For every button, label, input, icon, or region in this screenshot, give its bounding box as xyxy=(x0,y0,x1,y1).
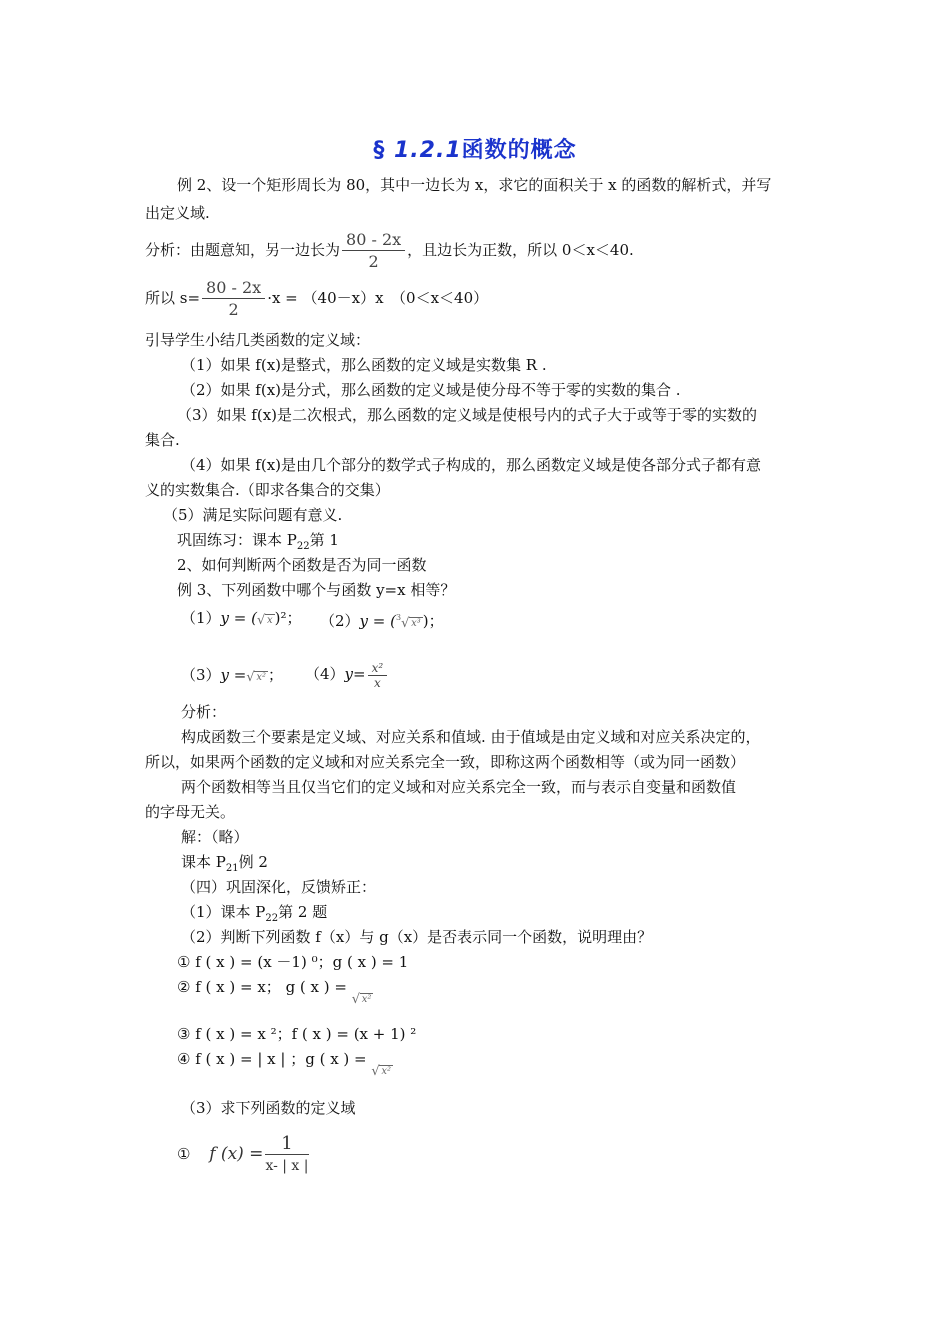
fraction-numerator: 80 - 2x xyxy=(342,230,405,251)
paragraph1-line1: 构成函数三个要素是定义域、对应关系和值域. 由于值域是由定义域和对应关系决定的， xyxy=(181,728,761,746)
cube-root-symbol: √ x³ xyxy=(401,618,423,630)
rule-4-line2: 义的实数集合.（即求各集合的交集） xyxy=(145,481,390,499)
option-4: （4）y= $\frac{\text{x²}}{x}$ xyxy=(305,652,389,696)
example2-line1: 例 2、设一个矩形周长为 80，其中一边长为 x，求它的面积关于 x 的函数的解析式，并写 xyxy=(177,176,772,194)
fraction-side-length xyxy=(342,230,405,273)
rule-3-line1: （3）如果 f(x)是二次根式，那么函数的定义域是使根号内的式子大于或等于零的实数的 xyxy=(177,406,758,424)
rule-5: （5）满足实际问题有意义. xyxy=(163,506,343,524)
analysis-line xyxy=(145,228,634,273)
sqrt-symbol: √ x xyxy=(257,615,275,627)
sqrt-symbol: √ x² xyxy=(352,994,374,1006)
fraction-denominator: 2 xyxy=(228,299,239,319)
book-example: 课本 $P_{21}$例 2 xyxy=(181,853,268,874)
solution: 解：（略） xyxy=(181,828,249,846)
domain-problem-1: ① f (x) = $\frac{1}{x- | x |}$ xyxy=(177,1130,311,1178)
area-prefix: 所以 s= xyxy=(145,289,201,307)
area-suffix: ·x = （40－x）x （0＜x＜40） xyxy=(267,289,489,307)
item-1: （1）课本 $P_{22}$第 2 题 xyxy=(181,903,328,924)
rule-3-line2: 集合. xyxy=(145,431,180,449)
fraction-numerator: 80 - 2x xyxy=(202,278,265,299)
analysis-suffix: ，且边长为正数，所以 0＜x＜40. xyxy=(407,241,634,259)
analysis-prefix: 分析：由题意知，另一边长为 xyxy=(145,241,341,259)
paragraph1-line2: 所以，如果两个函数的定义域和对应关系完全一致，即称这两个函数相等（或为同一函数） xyxy=(145,753,746,771)
pair-3: ③ f ( x ) = x ²；f ( x ) = (x + 1) ² xyxy=(177,1025,417,1043)
title-text: 函数的概念 xyxy=(461,138,577,163)
item-2: （2）判断下列函数 f（x）与 g（x）是否表示同一个函数，说明理由？ xyxy=(181,928,653,946)
rule-1: （1）如果 f(x)是整式，那么函数的定义域是实数集 R . xyxy=(181,356,547,374)
analysis-label: 分析： xyxy=(181,703,227,721)
example2-line2: 出定义域. xyxy=(145,204,210,222)
paragraph2-line1: 两个函数相等当且仅当它们的定义域和对应关系完全一致，而与表示自变量和函数值 xyxy=(181,778,737,796)
fraction-domain: $\frac{1}{x- | x |}$ xyxy=(265,1132,309,1174)
page-title xyxy=(0,133,950,164)
fraction-x2-over-x: $\frac{\text{x²}}{x}$ xyxy=(368,661,388,690)
rule-2: （2）如果 f(x)是分式，那么函数的定义域是使分母不等于零的实数的集合 . xyxy=(181,381,681,399)
rule-4-line1: （4）如果 f(x)是由几个部分的数学式子构成的，那么函数定义域是使各部分式子都有意 xyxy=(181,456,762,474)
option-3: （3）y =√ x² ； xyxy=(181,662,283,688)
section-number: 1.2.1 xyxy=(394,138,462,163)
area-formula-line xyxy=(145,276,488,321)
practice-1: 巩固练习：课本 $P_{22}$第 1 xyxy=(177,531,339,552)
section-4-heading: （四）巩固深化，反馈矫正： xyxy=(181,878,377,896)
section-symbol: § xyxy=(373,138,386,163)
option-2: （2）y = ($^3$√ x³ )； xyxy=(320,605,444,634)
option-1: （1）y = (√ x )²； xyxy=(181,605,302,631)
pair-2: ② f ( x ) = x； g ( x ) = √ x² xyxy=(177,977,373,997)
question-2: 2、如何判断两个函数是否为同一函数 xyxy=(177,556,427,574)
guide-text: 引导学生小结几类函数的定义域： xyxy=(145,331,371,349)
item-3: （3）求下列函数的定义域 xyxy=(181,1099,356,1117)
example-3: 例 3、下列函数中哪个与函数 y=x 相等？ xyxy=(177,581,456,599)
fraction-denominator: 2 xyxy=(368,251,379,271)
sqrt-symbol: √ x² xyxy=(246,672,268,684)
paragraph2-line2: 的字母无关。 xyxy=(145,803,236,821)
pair-1: ① f ( x ) = (x －1) ⁰；g ( x ) = 1 xyxy=(177,953,409,971)
sqrt-symbol: √ x² xyxy=(371,1066,393,1078)
fraction-area xyxy=(202,278,265,321)
pair-4: ④ f ( x ) = | x | ；g ( x ) = √ x² xyxy=(177,1049,393,1069)
